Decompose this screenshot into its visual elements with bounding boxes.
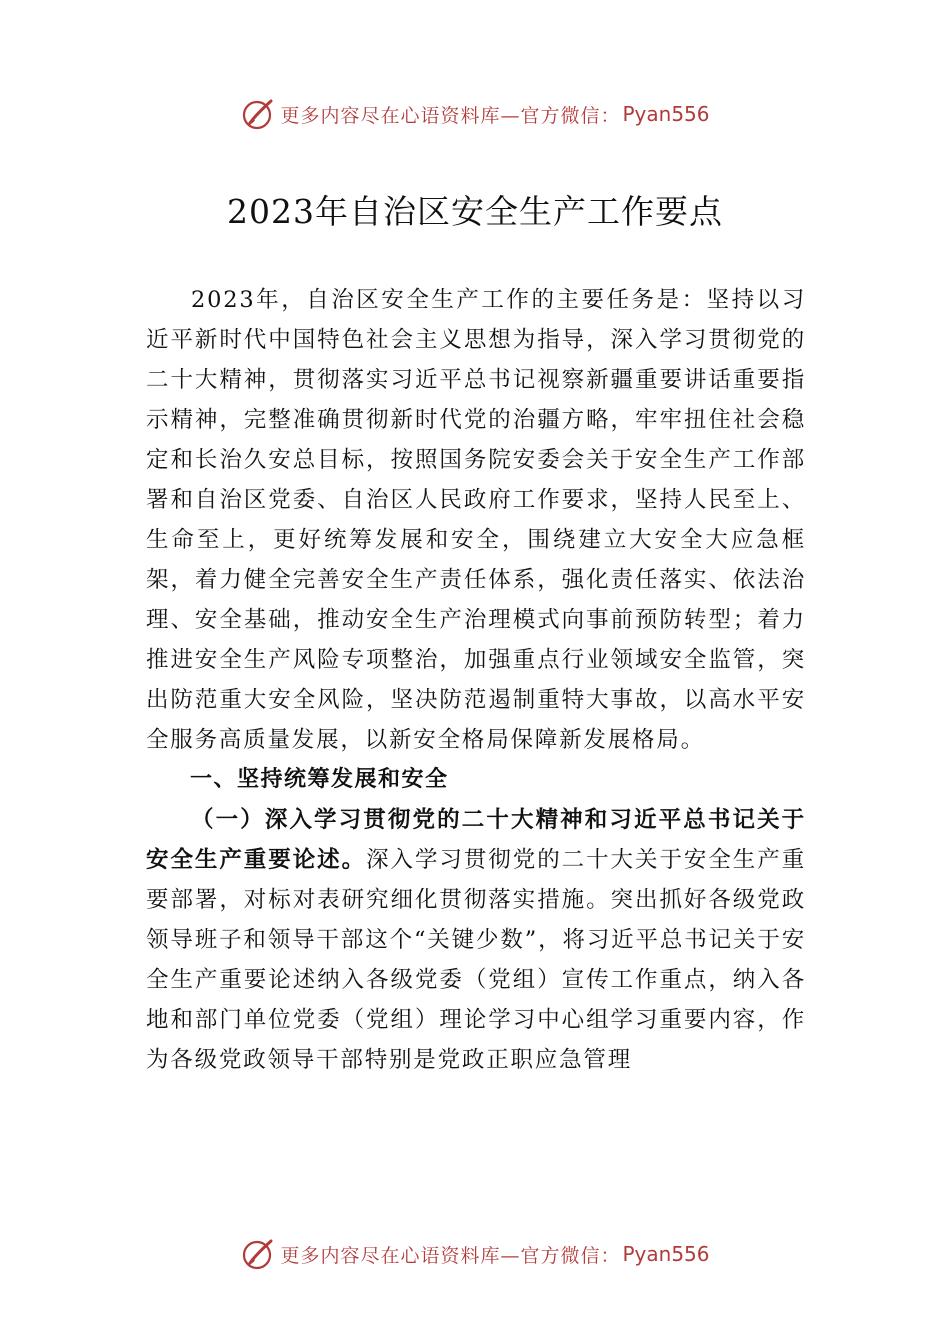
section-heading: 一、坚持统筹发展和安全	[190, 767, 449, 792]
document-body	[146, 280, 806, 1080]
banner-text: 更多内容尽在心语资料库—官方微信：	[280, 104, 621, 127]
banner-text: 更多内容尽在心语资料库—官方微信：	[280, 1244, 621, 1267]
brush-logo-icon	[240, 96, 276, 132]
header-banner	[0, 94, 950, 134]
banner-wechat-id: Pyan556	[622, 102, 710, 126]
document-title: 2023年自治区安全生产工作要点	[227, 192, 723, 231]
intro-paragraph: 2023年，自治区安全生产工作的主要任务是：坚持以习近平新时代中国特色社会主义思想为指导，深入学习贯彻党的二十大精神，贯彻落实习近平总书记视察新疆重要讲话重要指示精神，完整准确贯彻新时代党的治疆方略，牢牢扭住社会稳定和长治久安总目标，按照国务院安委会关于安全生产工作部署和自治区党委、自治区人民政府工作要求，坚持人民至上、生命至上，更好统筹发展和安全，围绕建立大安全大应急框架，着力健全完善安全生产责任体系，强化责任落实、依法治理、安全基础，推动安全生产治理模式向事前预防转型；着力推进安全生产风险专项整治，加强重点行业领域安全监管，突出防范重大安全风险，坚决防范遏制重特大事故，以高水平安全服务高质量发展，以新安全格局保障新发展格局。	[146, 287, 806, 753]
brush-logo-icon	[240, 1236, 276, 1272]
subsection-paragraph	[146, 800, 806, 1080]
banner-wechat-id: Pyan556	[622, 1242, 710, 1266]
footer-banner	[0, 1234, 950, 1274]
subsection-body: 深入学习贯彻党的二十大关于安全生产重要部署，对标对表研究细化贯彻落实措施。突出抓好各级党政领导班子和领导干部这个“关键少数”，将习近平总书记关于安全生产重要论述纳入各级党委（党组）宣传工作重点，纳入各地和部门单位党委（党组）理论学习中心组学习重要内容，作为各级党政领导干部特别是党政正职应急管理	[146, 847, 807, 1073]
subsection-heading: （一）深入学习贯彻党的二十大精神和习近平总书记关于安全生产重要论述。	[146, 807, 806, 873]
